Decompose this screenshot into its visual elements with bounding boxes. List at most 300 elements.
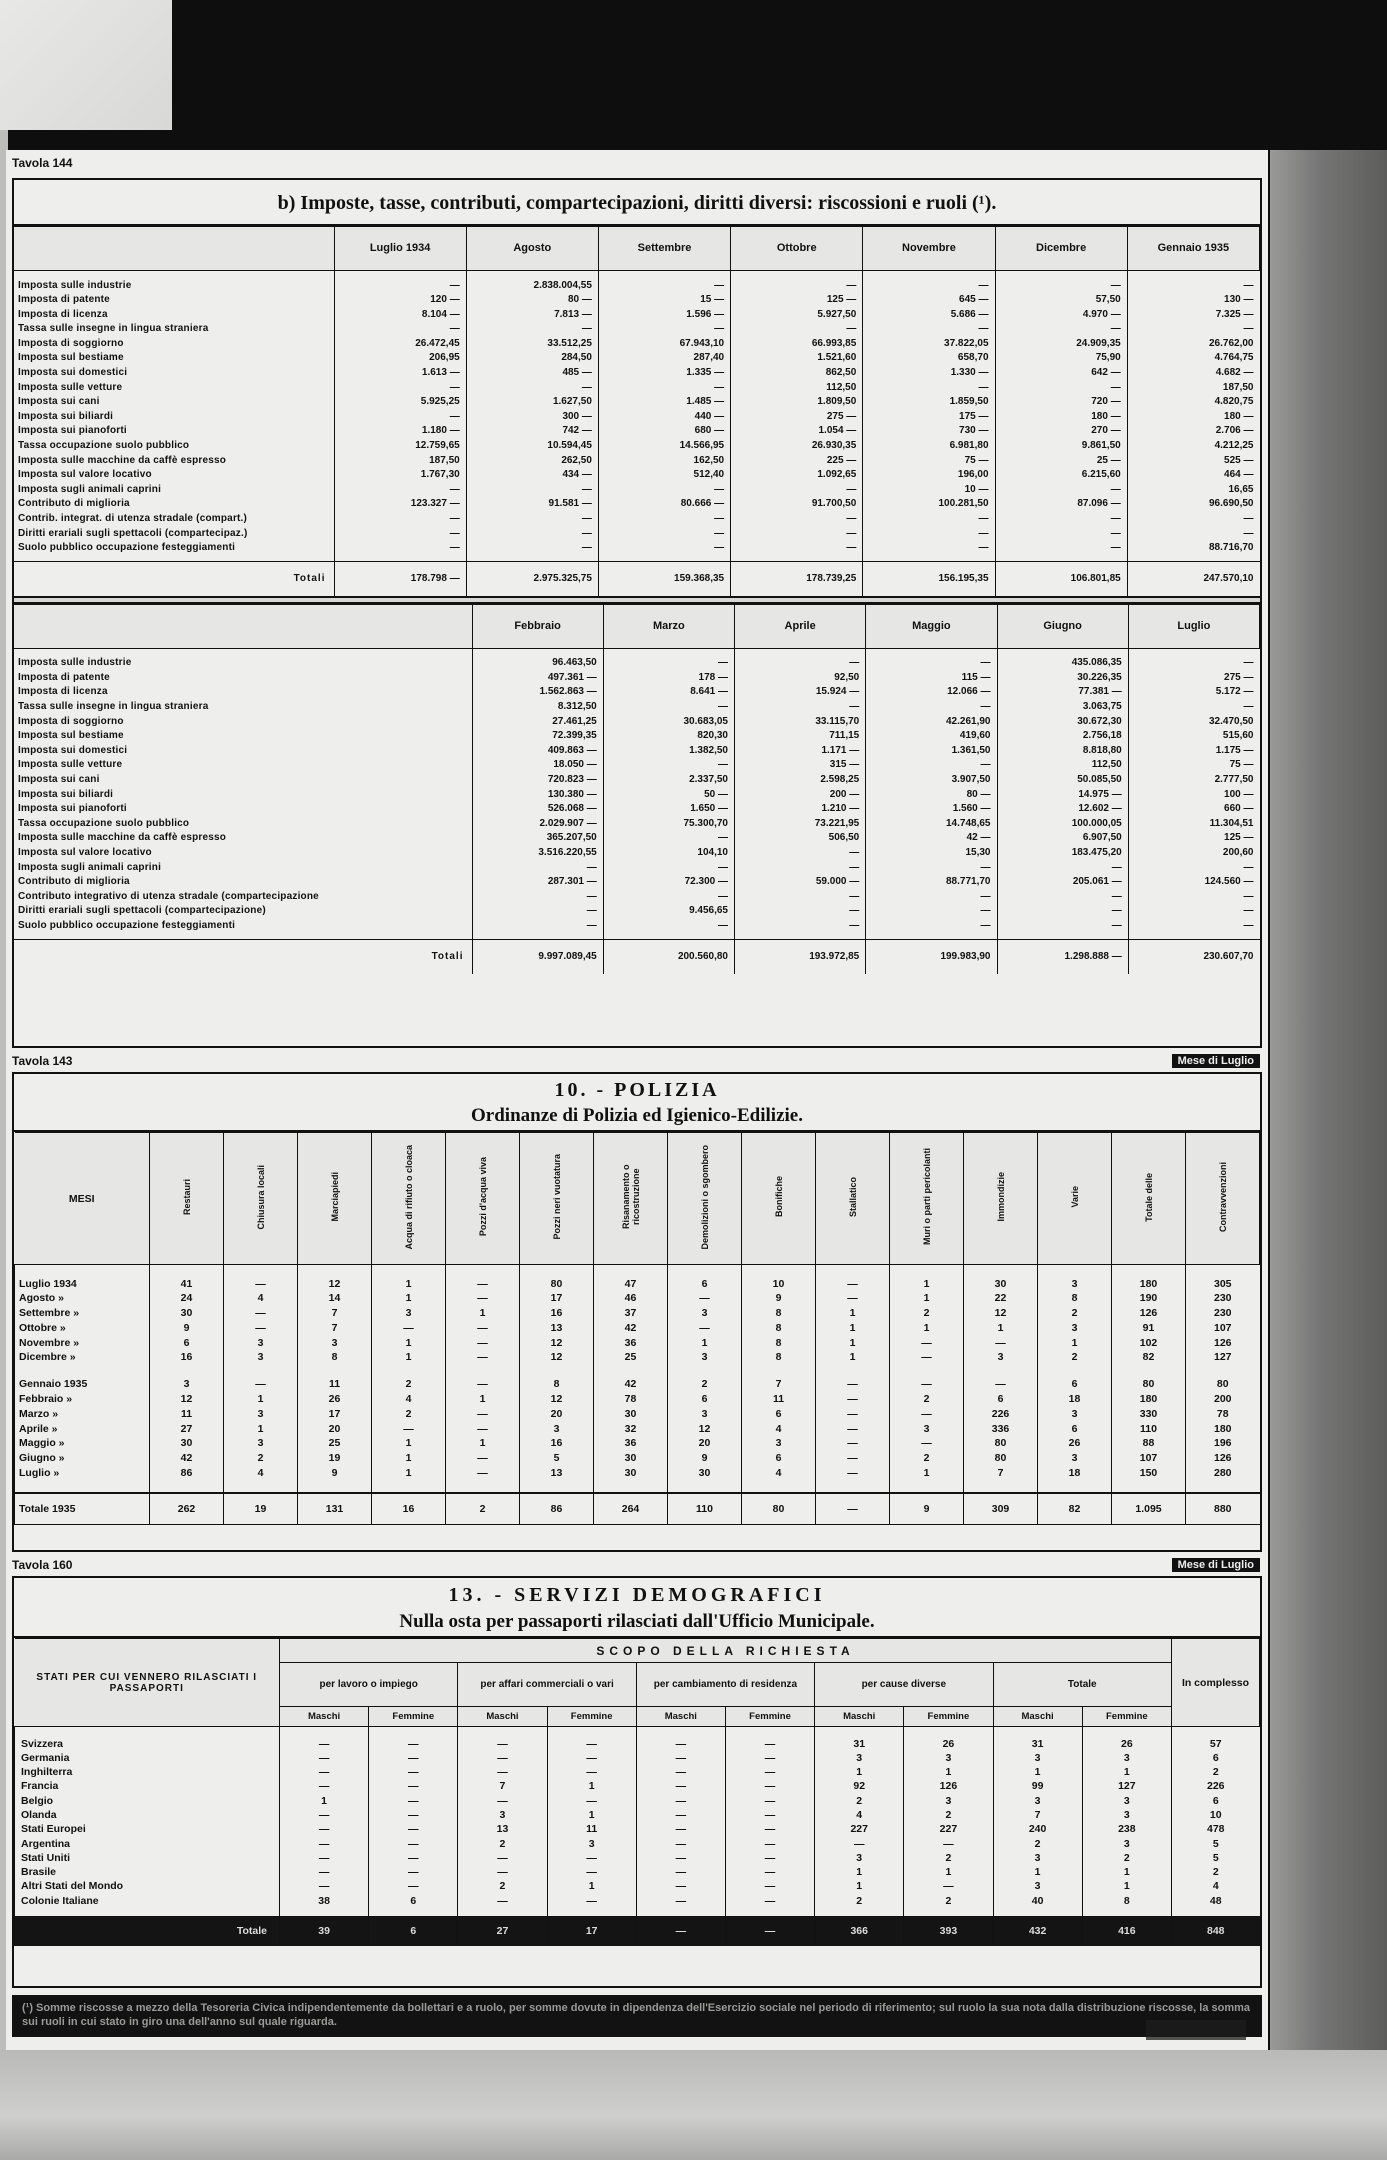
column-header <box>1112 1133 1186 1265</box>
table-cell: 30.672,30 <box>997 715 1128 730</box>
month-header: Maggio <box>866 604 997 648</box>
table-cell: — <box>458 1865 547 1879</box>
table-row <box>14 919 1260 934</box>
table-cell: — <box>636 1737 725 1751</box>
table-cell: — <box>735 890 866 905</box>
table-cell: 11 <box>547 1822 636 1836</box>
table-cell: 6.907,50 <box>997 831 1128 846</box>
table-cell: 30 <box>668 1466 742 1481</box>
table-cell: — <box>731 527 863 542</box>
table-cell: 6 <box>668 1392 742 1407</box>
table-cell: 6 <box>668 1277 742 1292</box>
table-cell: 12 <box>298 1277 372 1292</box>
row-label: Diritti erariali sugli spettacoli (compartecipaz.) <box>18 527 248 539</box>
table-row <box>15 1392 1260 1407</box>
table-cell: 8 <box>742 1306 816 1321</box>
table-cell: 48 <box>1172 1894 1260 1908</box>
table-cell: 1.382,50 <box>603 744 734 759</box>
table-cell: — <box>466 322 598 337</box>
row-label: Tassa sulle insegne in lingua straniera <box>18 323 209 335</box>
month-label: Ottobre » <box>15 1321 150 1336</box>
total-cell: 366 <box>815 1916 904 1946</box>
spacer-cell <box>636 1908 725 1916</box>
complesso-header: In complesso <box>1172 1639 1260 1727</box>
table-cell: 16 <box>150 1350 224 1365</box>
table-row <box>15 1837 1260 1851</box>
table-cell: 126 <box>1186 1336 1260 1351</box>
month-header: Dicembre <box>995 227 1127 271</box>
table-cell: 112,50 <box>731 381 863 396</box>
table-cell: 515,60 <box>1128 729 1259 744</box>
table-cell: 645 — <box>863 293 995 308</box>
table-cell: 3 <box>668 1407 742 1422</box>
spacer-cell <box>15 1908 280 1916</box>
table-row <box>14 541 1260 556</box>
table-cell: — <box>280 1879 369 1893</box>
table-row <box>15 1822 1260 1836</box>
table-cell: — <box>598 279 730 294</box>
spacer-cell <box>815 1727 904 1737</box>
table-cell: 275 — <box>1128 671 1259 686</box>
table-cell: — <box>547 1851 636 1865</box>
table-cell: — <box>725 1765 814 1779</box>
spacer-cell <box>150 1365 224 1377</box>
table-cell: 78 <box>594 1392 668 1407</box>
row-label: Imposta sulle vetture <box>18 381 123 393</box>
table-cell: 32 <box>594 1422 668 1437</box>
spacer-cell <box>904 1908 993 1916</box>
row-label: Imposta sui pianoforti <box>18 803 127 815</box>
table-cell: 6 <box>964 1392 1038 1407</box>
table-row <box>14 468 1260 483</box>
table-cell: 8 <box>742 1336 816 1351</box>
table-cell: 1 <box>372 1291 446 1306</box>
table-cell: — <box>725 1822 814 1836</box>
table-row <box>14 802 1260 817</box>
spacer-cell <box>224 1365 298 1377</box>
table-cell: 17 <box>298 1407 372 1422</box>
spacer-cell <box>594 1365 668 1377</box>
table-cell: — <box>816 1451 890 1466</box>
table-cell: — <box>446 1377 520 1392</box>
table-cell: 127 <box>1082 1779 1171 1793</box>
table-cell: 5.686 — <box>863 308 995 323</box>
tax-table-box <box>12 178 1262 1048</box>
totals-row <box>14 940 1260 974</box>
spacer-cell <box>520 1481 594 1493</box>
table-cell: 2.337,50 <box>603 773 734 788</box>
table-cell: 1.650 — <box>603 802 734 817</box>
table-cell: 1.596 — <box>598 308 730 323</box>
document-page <box>6 150 1268 2050</box>
spacer-cell <box>446 1265 520 1277</box>
table-cell: — <box>280 1751 369 1765</box>
table-cell: — <box>636 1808 725 1822</box>
total-cell: 39 <box>280 1916 369 1946</box>
table-cell: 512,40 <box>598 468 730 483</box>
table-cell: — <box>369 1794 458 1808</box>
table-cell: 497.361 — <box>472 671 603 686</box>
table-cell: — <box>636 1879 725 1893</box>
spacer-row <box>15 1908 1260 1916</box>
table-cell: 300 — <box>466 410 598 425</box>
table-cell: 6 <box>1172 1794 1260 1808</box>
table-cell: — <box>446 1466 520 1481</box>
table-cell: 230 <box>1186 1291 1260 1306</box>
table-cell: 100.000,05 <box>997 817 1128 832</box>
table-cell: 82 <box>1112 1350 1186 1365</box>
police-title: 10. - POLIZIA <box>554 1079 720 1101</box>
table-cell: 47 <box>594 1277 668 1292</box>
table-row <box>15 1436 1260 1451</box>
spacer-cell <box>15 1265 150 1277</box>
police-table <box>14 1132 1260 1525</box>
total-cell: 880 <box>1186 1493 1260 1525</box>
table-cell: — <box>725 1879 814 1893</box>
table-cell: 336 <box>964 1422 1038 1437</box>
table-cell: 2 <box>458 1879 547 1893</box>
table-cell: 12.602 — <box>997 802 1128 817</box>
table-cell: 80 <box>1186 1377 1260 1392</box>
spacer-cell <box>995 271 1127 279</box>
spacer-cell <box>369 1908 458 1916</box>
table-cell: 8 <box>520 1377 594 1392</box>
table-cell: — <box>603 758 734 773</box>
table-cell: — <box>334 483 466 498</box>
table-cell: 22 <box>964 1291 1038 1306</box>
month-label: Luglio 1934 <box>15 1277 150 1292</box>
table-cell: — <box>369 1822 458 1836</box>
table-cell: 72.399,35 <box>472 729 603 744</box>
table-cell: 1.175 — <box>1128 744 1259 759</box>
row-label: Imposta sulle industrie <box>18 657 132 669</box>
table-cell: 196 <box>1186 1436 1260 1451</box>
spacer-cell <box>1127 271 1259 279</box>
table-cell: 37 <box>594 1306 668 1321</box>
table-cell: 67.943,10 <box>598 337 730 352</box>
table-cell: 10 <box>742 1277 816 1292</box>
table-cell: 80 <box>964 1451 1038 1466</box>
row-label: Imposta sul valore locativo <box>18 469 152 481</box>
spacer-cell <box>298 1481 372 1493</box>
table-cell: 96.690,50 <box>1127 497 1259 512</box>
total-cell: 80 <box>742 1493 816 1525</box>
table-cell: 10 <box>1172 1808 1260 1822</box>
column-header-label: Stallatico <box>847 1176 858 1217</box>
label-header <box>14 227 334 271</box>
table-cell: 38 <box>280 1894 369 1908</box>
table-cell: 92 <box>815 1779 904 1793</box>
table-row <box>15 1466 1260 1481</box>
table-cell: 1 <box>446 1392 520 1407</box>
table-cell: 315 — <box>735 758 866 773</box>
table-cell: 330 <box>1112 1407 1186 1422</box>
spacer-cell <box>1112 1265 1186 1277</box>
table-cell: 3 <box>520 1422 594 1437</box>
spacer-row <box>14 648 1260 656</box>
table-cell: 180 <box>1112 1277 1186 1292</box>
table-cell: — <box>995 483 1127 498</box>
total-cell: 19 <box>224 1493 298 1525</box>
spacer-cell <box>964 1365 1038 1377</box>
table-cell: 59.000 — <box>735 875 866 890</box>
total-cell: — <box>636 1916 725 1946</box>
table-cell: 1.335 — <box>598 366 730 381</box>
table-cell: 130 — <box>1127 293 1259 308</box>
total-cell: 178.739,25 <box>731 562 863 596</box>
table-cell: 75 — <box>1128 758 1259 773</box>
table-cell: 12 <box>150 1392 224 1407</box>
table-cell: 305 <box>1186 1277 1260 1292</box>
table-cell: — <box>598 512 730 527</box>
table-row <box>14 656 1260 671</box>
table-row <box>15 1422 1260 1437</box>
spacer-cell <box>372 1265 446 1277</box>
row-label: Imposta sul bestiame <box>18 730 124 742</box>
total-cell: 200.560,80 <box>603 940 734 974</box>
table-cell: 100.281,50 <box>863 497 995 512</box>
column-header <box>224 1133 298 1265</box>
table-cell: 80.666 — <box>598 497 730 512</box>
table-cell: 5.927,50 <box>731 308 863 323</box>
table-cell: 2 <box>904 1851 993 1865</box>
table-cell: — <box>224 1277 298 1292</box>
table-cell: 12 <box>964 1306 1038 1321</box>
spacer-cell <box>594 1481 668 1493</box>
stati-header: STATI PER CUI VENNERO RILASCIATI I PASSAPORTI <box>15 1639 280 1727</box>
spacer-cell <box>1112 1365 1186 1377</box>
table-cell: 126 <box>1112 1306 1186 1321</box>
table-cell: — <box>598 527 730 542</box>
month-label: Giugno » <box>15 1451 150 1466</box>
table-cell: 30.683,05 <box>603 715 734 730</box>
scan-margin-bottom <box>0 2050 1387 2160</box>
spacer-cell <box>1038 1481 1112 1493</box>
table-cell: — <box>816 1291 890 1306</box>
table-cell: 180 <box>1112 1392 1186 1407</box>
table-cell: 720.823 — <box>472 773 603 788</box>
table-cell: — <box>224 1377 298 1392</box>
table-row <box>14 439 1260 454</box>
spacer-cell <box>224 1265 298 1277</box>
table-cell: 91.581 — <box>466 497 598 512</box>
table-cell: 1 <box>816 1306 890 1321</box>
table-cell: — <box>725 1865 814 1879</box>
column-header <box>520 1133 594 1265</box>
table-cell: 26.930,35 <box>731 439 863 454</box>
table-cell: 12.066 — <box>866 685 997 700</box>
table-row <box>14 337 1260 352</box>
table-cell: — <box>636 1794 725 1808</box>
table-cell: 8 <box>1038 1291 1112 1306</box>
section-divider <box>14 596 1260 604</box>
table-cell: 6 <box>1038 1422 1112 1437</box>
country-label: Argentina <box>15 1837 280 1851</box>
table-cell: 87.096 — <box>995 497 1127 512</box>
table-cell: — <box>725 1779 814 1793</box>
table-cell: 187,50 <box>334 454 466 469</box>
table-cell: 1 <box>1082 1765 1171 1779</box>
total-cell: 432 <box>993 1916 1082 1946</box>
table-row <box>14 758 1260 773</box>
passport-title: 13. - SERVIZI DEMOGRAFICI <box>448 1584 826 1606</box>
table-row <box>15 1751 1260 1765</box>
total-cell: 110 <box>668 1493 742 1525</box>
total-cell: 309 <box>964 1493 1038 1525</box>
table-cell: — <box>369 1837 458 1851</box>
femmine-header: Femmine <box>725 1707 814 1727</box>
table-cell: — <box>369 1851 458 1865</box>
table-cell: — <box>603 861 734 876</box>
spacer-cell <box>964 1265 1038 1277</box>
table-cell: 100 — <box>1128 788 1259 803</box>
table-cell: 107 <box>1186 1321 1260 1336</box>
table-cell: 225 — <box>731 454 863 469</box>
table-cell: — <box>598 381 730 396</box>
table-cell: — <box>636 1851 725 1865</box>
table-cell: — <box>334 322 466 337</box>
total-cell: 848 <box>1172 1916 1260 1946</box>
table-cell: — <box>863 322 995 337</box>
table-cell: — <box>866 904 997 919</box>
table-cell: 41 <box>150 1277 224 1292</box>
total-cell: 1.095 <box>1112 1493 1186 1525</box>
column-header-label: Acqua di rifiuto o cloaca <box>403 1144 414 1250</box>
table-row <box>14 700 1260 715</box>
month-header: Aprile <box>735 604 866 648</box>
spacer-cell <box>1082 1908 1171 1916</box>
column-header <box>594 1133 668 1265</box>
table-cell: — <box>816 1436 890 1451</box>
table-cell: 27 <box>150 1422 224 1437</box>
table-cell: 2 <box>668 1377 742 1392</box>
table-cell: — <box>547 1751 636 1765</box>
table-cell: — <box>866 890 997 905</box>
table-cell: 2.838.004,55 <box>466 279 598 294</box>
table-cell: 658,70 <box>863 351 995 366</box>
table-cell: — <box>725 1851 814 1865</box>
total-cell: 9 <box>890 1493 964 1525</box>
table-cell: 75.300,70 <box>603 817 734 832</box>
table-cell: — <box>280 1822 369 1836</box>
table-cell: 18.050 — <box>472 758 603 773</box>
table-cell: 77.381 — <box>997 685 1128 700</box>
table-cell: 435.086,35 <box>997 656 1128 671</box>
table-row <box>14 875 1260 890</box>
table-cell: 238 <box>1082 1822 1171 1836</box>
table-cell: — <box>446 1451 520 1466</box>
table-cell: 19 <box>298 1451 372 1466</box>
table-cell: — <box>816 1422 890 1437</box>
table-cell: 14.566,95 <box>598 439 730 454</box>
row-label: Imposta sui pianoforti <box>18 425 127 437</box>
month-header: Settembre <box>598 227 730 271</box>
table-cell: — <box>603 919 734 934</box>
table-cell: 2.598,25 <box>735 773 866 788</box>
month-label-2: Mese di Luglio <box>1172 1558 1260 1572</box>
spacer-cell <box>598 271 730 279</box>
table-cell: — <box>863 527 995 542</box>
table-cell: 20 <box>520 1407 594 1422</box>
spacer-cell <box>1186 1265 1260 1277</box>
table-row <box>14 410 1260 425</box>
table-cell: — <box>369 1737 458 1751</box>
month-header: Gennaio 1935 <box>1127 227 1259 271</box>
maschi-header: Maschi <box>636 1707 725 1727</box>
table-cell: 125 — <box>731 293 863 308</box>
spacer-cell <box>1172 1908 1260 1916</box>
table-cell: 3 <box>890 1422 964 1437</box>
spacer-cell <box>298 1365 372 1377</box>
table-cell: 9 <box>298 1466 372 1481</box>
table-cell: 10.594,45 <box>466 439 598 454</box>
table-cell: 42.261,90 <box>866 715 997 730</box>
table-cell: — <box>636 1822 725 1836</box>
table-row <box>14 308 1260 323</box>
spacer-cell <box>446 1481 520 1493</box>
table-cell: — <box>997 890 1128 905</box>
table-cell: — <box>731 322 863 337</box>
table-cell: 30 <box>150 1436 224 1451</box>
row-label: Imposta sui cani <box>18 774 100 786</box>
table-cell: 25 — <box>995 454 1127 469</box>
table-cell: — <box>1128 919 1259 934</box>
total-cell: — <box>816 1493 890 1525</box>
table-cell: 1 <box>815 1765 904 1779</box>
table-cell: 80 — <box>466 293 598 308</box>
table-cell: 240 <box>993 1822 1082 1836</box>
table-cell: 72.300 — <box>603 875 734 890</box>
spacer-cell <box>520 1265 594 1277</box>
table-row <box>14 729 1260 744</box>
table-cell: 9.456,65 <box>603 904 734 919</box>
table-cell: 57,50 <box>995 293 1127 308</box>
table-row <box>14 788 1260 803</box>
column-header <box>668 1133 742 1265</box>
table-cell: — <box>224 1306 298 1321</box>
table-cell: 4.212,25 <box>1127 439 1259 454</box>
table-cell: 8.312,50 <box>472 700 603 715</box>
table-cell: 24.909,35 <box>995 337 1127 352</box>
country-label: Svizzera <box>15 1737 280 1751</box>
table-cell: 1 <box>372 1336 446 1351</box>
table-cell: 205.061 — <box>997 875 1128 890</box>
table-cell: — <box>890 1436 964 1451</box>
table-cell: 20 <box>298 1422 372 1437</box>
table-cell: — <box>816 1466 890 1481</box>
table-cell: 1.613 — <box>334 366 466 381</box>
table-row <box>15 1321 1260 1336</box>
table-cell: 1 <box>816 1336 890 1351</box>
table-cell: — <box>904 1879 993 1893</box>
table-cell: 2 <box>372 1377 446 1392</box>
table-cell: 6 <box>1172 1751 1260 1765</box>
table-cell: 123.327 — <box>334 497 466 512</box>
table-row <box>14 715 1260 730</box>
table-cell: 2 <box>993 1837 1082 1851</box>
table-cell: — <box>995 322 1127 337</box>
total-cell: 393 <box>904 1916 993 1946</box>
column-header <box>298 1133 372 1265</box>
month-header: Giugno <box>997 604 1128 648</box>
spacer-cell <box>993 1908 1082 1916</box>
table-cell: 226 <box>1172 1779 1260 1793</box>
table-cell: 6 <box>742 1451 816 1466</box>
table-cell: 2 <box>815 1894 904 1908</box>
month-label: Mese di Luglio <box>1172 1054 1260 1068</box>
spacer-cell <box>668 1265 742 1277</box>
spacer-row <box>14 271 1260 279</box>
